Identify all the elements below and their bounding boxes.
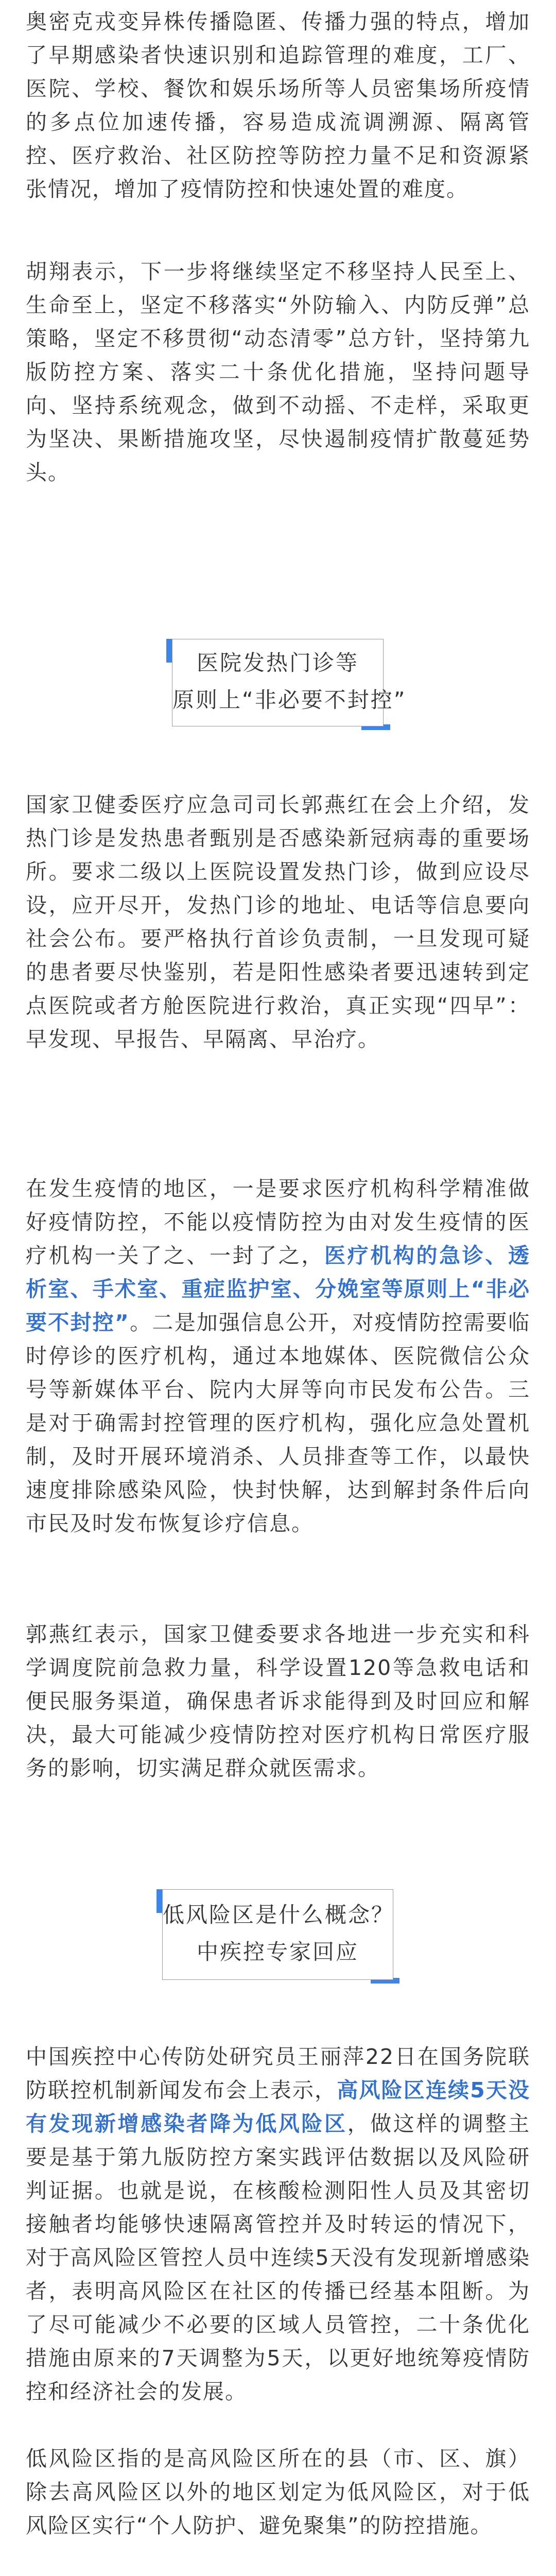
heading-2-line-2: 中疾控专家回应: [196, 1939, 359, 1964]
heading-1-line-2: 原则上“非必要不封控”: [172, 687, 407, 713]
paragraph-3: [26, 788, 530, 1056]
paragraph-4-text-2: 。二是加强信息公开，对疫情防控需要临时停诊的医疗机构，通过本地媒体、医院微信公众号等新媒体平台、院内大屏等向市民发布公告。三是对于确需封控管理的医疗机构，强化应急处置机制，及时开展环境消杀、人员排查等工作，以最快速度排除感染风险，快封快解，达到解封条件后向市民及时发布恢复诊疗信息。: [26, 1310, 531, 1536]
paragraph-6-text-1: 中国疾控中心传防处研究员王丽萍22日在国务院联防联控机制新闻发布会上表示，: [26, 2044, 530, 2103]
paragraph-2-text: 胡翔表示，下一步将继续坚定不移坚持人民至上、生命至上，坚定不移落实“外防输入、内防反弹”总策略，坚定不移贯彻“动态清零”总方针，坚持第九版防控方案、落实二十条优化措施，坚持问题导向、坚持系统观念，做到不动摇、不走样，采取更为坚决、果断措施攻坚，尽快遏制疫情扩散蔓延势头。: [26, 259, 530, 485]
paragraph-4-highlight: 医疗机构的急诊、透析室、手术室、重症监护室、分娩室等原则上“非必要不封控”: [26, 1243, 530, 1335]
heading-2-line-1: 低风险区是什么概念？: [163, 1902, 395, 1927]
paragraph-5-text: 郭燕红表示，国家卫健委要求各地进一步充实和科学调度院前急救力量，科学设置120等急救电话和便民服务渠道，确保患者诉求能得到及时回应和解决，最大可能减少疫情防控对医疗机构日常医疗服务的影响，切实满足群众就医需求。: [26, 1622, 530, 1781]
heading-box-2: [162, 1889, 393, 1980]
paragraph-1: [26, 5, 530, 206]
heading-1-line-1: 医院发热门诊等: [196, 650, 359, 675]
paragraph-4: [26, 1172, 530, 1540]
paragraph-6: [26, 2040, 530, 2409]
paragraph-3-text: 国家卫健委医疗应急司司长郭燕红在会上介绍，发热门诊是发热患者甄别是否感染新冠病毒的重要场所。要求二级以上医院设置发热门诊，做到应设尽设，应开尽开，发热门诊的地址、电话等信息要向社会公布。要严格执行首诊负责制，一旦发现可疑的患者要尽快鉴别，若是阳性感染者要迅速转到定点医院或者方舱医院进行救治，真正实现“四早”：早发现、早报告、早隔离、早治疗。: [26, 792, 530, 1052]
paragraph-7-text: 低风险区指的是高风险区所在的县（市、区、旗）除去高风险区以外的地区划定为低风险区，对于低风险区实行“个人防护、避免聚集”的防控措施。: [26, 2446, 530, 2538]
paragraph-2: [26, 255, 530, 489]
paragraph-1-text: 奥密克戎变异株传播隐匿、传播力强的特点，增加了早期感染者快速识别和追踪管理的难度，工厂、医院、学校、餐饮和娱乐场所等人员密集场所疫情的多点位加速传播，容易造成流调溯源、隔离管控、医疗救治、社区防控等防控力量不足和资源紧张情况，增加了疫情防控和快速处置的难度。: [26, 9, 530, 201]
heading-accent-left: [157, 1889, 162, 1913]
paragraph-7: [26, 2442, 530, 2543]
paragraph-6-text-2: ，做这样的调整主要是基于第九版防控方案实践评估数据以及风险研判证据。也就是说，在核酸检测阳性人员及其密切接触者均能够快速隔离管控并及时转运的情况下，对于高风险区管控人员中连续5天没有发现新增感染者，表明高风险区在社区的传播已经基本阻断。为了尽可能减少不必要的区域人员管控，二十条优化措施由原来的7天调整为5天，以更好地统筹疫情防控和经济社会的发展。: [26, 2111, 531, 2404]
paragraph-6-highlight: 高风险区连续5天没有发现新增感染者降为低风险区: [26, 2078, 531, 2136]
heading-box-1: [172, 639, 407, 726]
heading-accent-left: [166, 639, 172, 663]
paragraph-5: [26, 1618, 530, 1785]
paragraph-4-text-1: 在发生疫情的地区，一是要求医疗机构科学精准做好疫情防控，不能以疫情防控为由对发生疫情的医疗机构一关了之、一封了之，: [26, 1176, 530, 1268]
